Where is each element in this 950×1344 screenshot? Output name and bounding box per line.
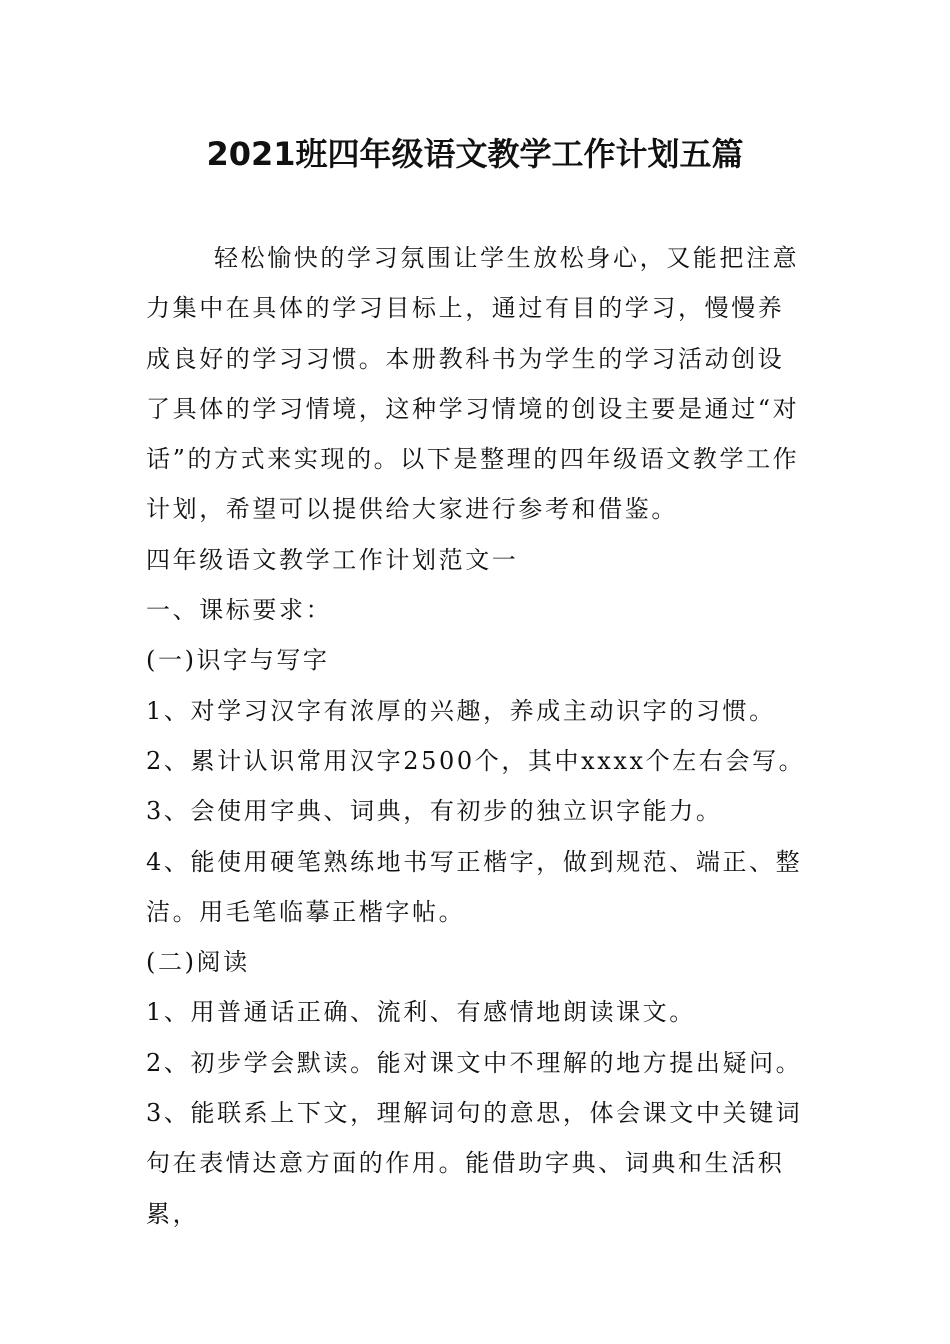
list-item: 2、初步学会默读。能对课文中不理解的地方提出疑问。	[146, 1048, 803, 1077]
intro-paragraph: 轻松愉快的学习氛围让学生放松身心，又能把注意力集中在具体的学习目标上，通过有目的学习，慢慢养成良好的学习习惯。本册教科书为学生的学习活动创设了具体的学习情境，这种学习情境的创设主要是通过“对话”的方式来实现的。以下是整理的四年级语文教学工作计划，希望可以提供给大家进行参考和借鉴。	[146, 244, 800, 524]
subheading-reading: (二)阅读	[146, 948, 250, 977]
list-item: 3、会使用字典、词典，有初步的独立识字能力。	[146, 797, 723, 826]
list-item: 1、对学习汉字有浓厚的兴趣，养成主动识字的习惯。	[146, 696, 776, 725]
document-body	[146, 233, 826, 1239]
section-title: 四年级语文教学工作计划范文一	[146, 545, 519, 574]
list-item: 3、能联系上下文，理解词句的意思，体会课文中关键词句在表情达意方面的作用。能借助字典、词典和生活积累，	[146, 1099, 803, 1228]
list-item: 1、用普通话正确、流利、有感情地朗读课文。	[146, 998, 696, 1027]
heading-curriculum-requirements: 一、课标要求：	[146, 596, 333, 625]
list-item: 2、累计认识常用汉字2500个，其中xxxx个左右会写。	[146, 746, 806, 775]
subheading-literacy-writing: (一)识字与写字	[146, 646, 330, 675]
list-item: 4、能使用硬笔熟练地书写正楷字，做到规范、端正、整洁。用毛笔临摹正楷字帖。	[146, 847, 803, 926]
document-title: 2021班四年级语文教学工作计划五篇	[206, 135, 744, 173]
